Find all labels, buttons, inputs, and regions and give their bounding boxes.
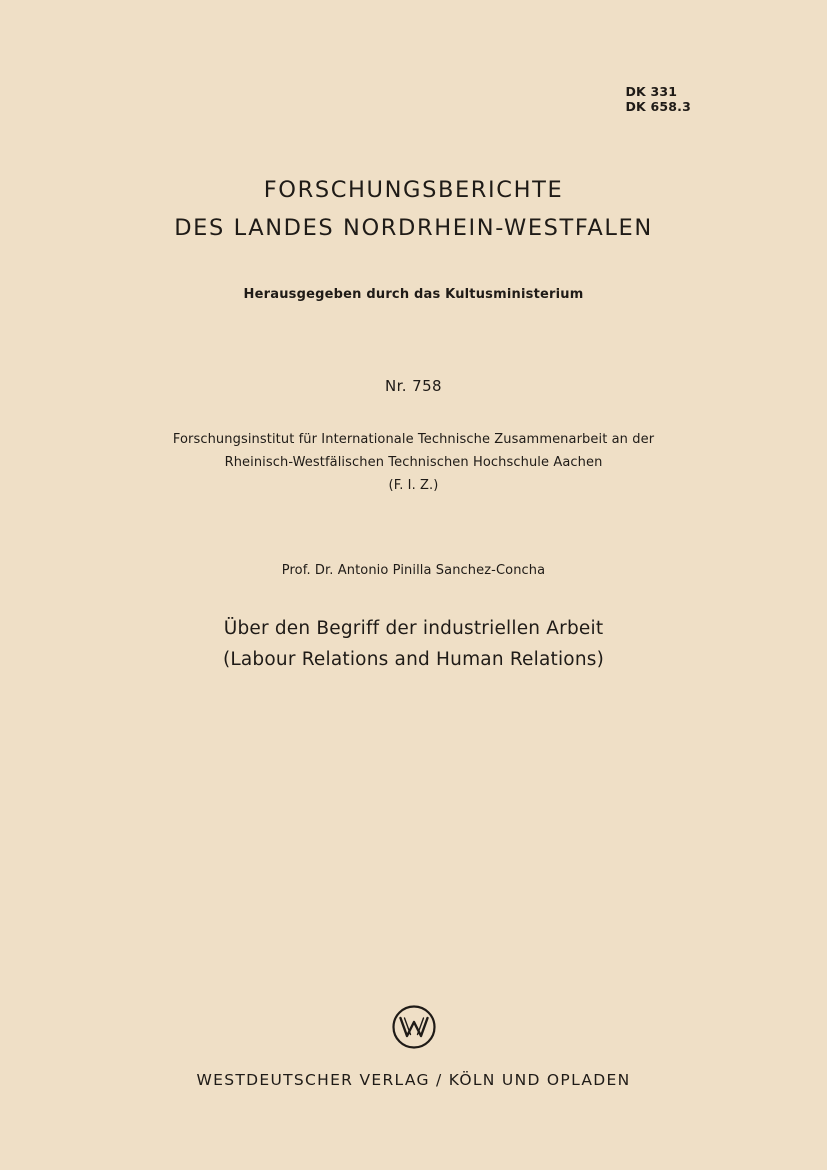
- series-title: [0, 171, 827, 247]
- publisher-logo-icon: [392, 1005, 436, 1049]
- institute-block: [0, 428, 827, 497]
- classification-codes: [625, 84, 691, 114]
- report-number: Nr. 758: [385, 377, 442, 395]
- author: Prof. Dr. Antonio Pinilla Sanchez-Concha: [281, 563, 546, 578]
- publisher-note: Herausgegeben durch das Kultusministerium: [243, 287, 584, 302]
- book-subtitle: (Labour Relations and Human Relations): [222, 649, 605, 670]
- classification-code-1: DK 331: [625, 84, 678, 99]
- classification-code-2: DK 658.3: [625, 99, 691, 114]
- series-title-line-2: DES LANDES NORDRHEIN-WESTFALEN: [174, 215, 653, 241]
- institute-line-2: Rheinisch-Westfälischen Technischen Hochschule Aachen: [224, 455, 603, 470]
- institute-abbreviation: (F. I. Z.): [388, 478, 439, 493]
- publisher-imprint: WESTDEUTSCHER VERLAG / KÖLN UND OPLADEN: [196, 1071, 631, 1089]
- book-title: [0, 613, 827, 675]
- book-title-line-1: Über den Begriff der industriellen Arbeit: [223, 618, 604, 639]
- series-title-line-1: FORSCHUNGSBERICHTE: [263, 177, 564, 203]
- institute-line-1: Forschungsinstitut für Internationale Technische Zusammenarbeit an der: [172, 432, 655, 447]
